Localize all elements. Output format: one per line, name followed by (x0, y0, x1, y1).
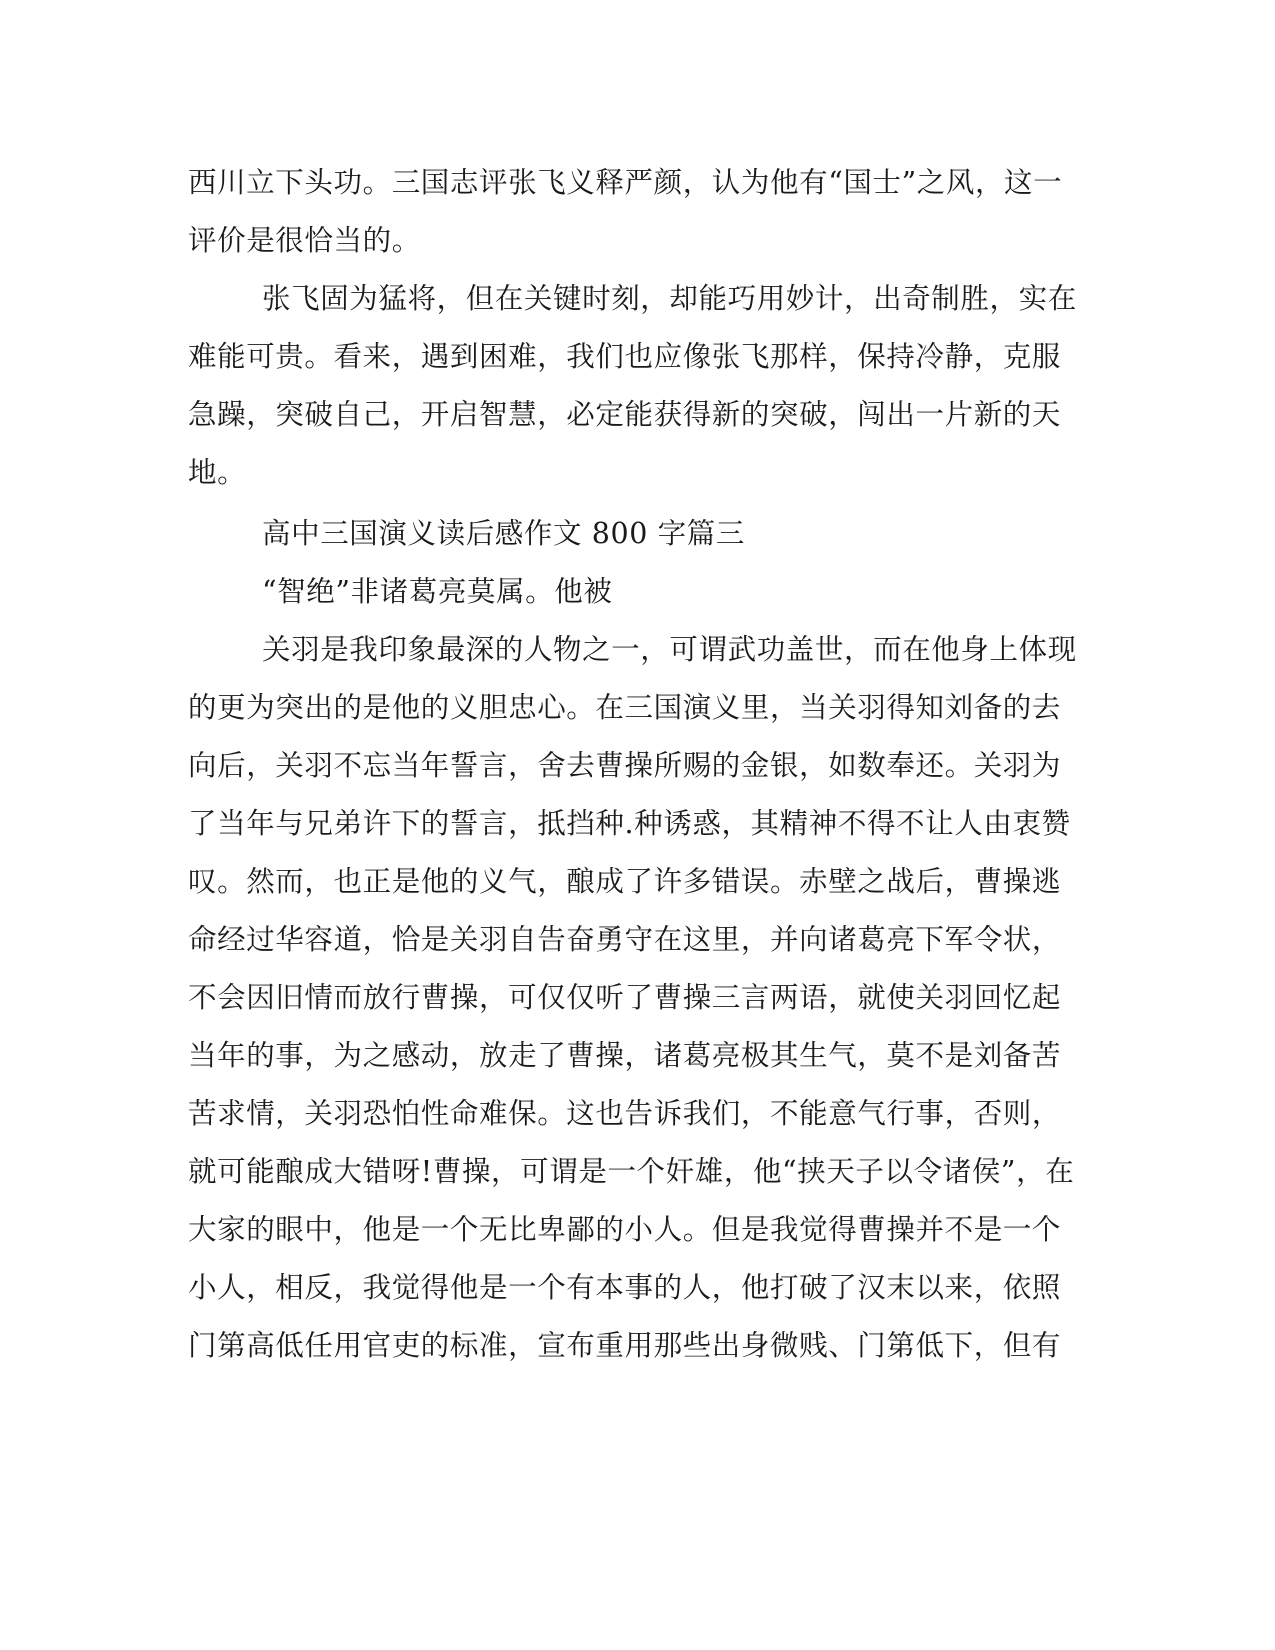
text-line: 了当年与兄弟许下的誓言，抵挡种.种诱惑，其精神不得不让人由衷赞 (188, 807, 1071, 840)
text-line: 向后，关羽不忘当年誓言，舍去曹操所赐的金银，如数奉还。关羽为 (188, 749, 1062, 782)
paragraph-start-line: 关羽是我印象最深的人物之一，可谓武功盖世，而在他身上体现 (262, 633, 1077, 666)
text-line: 苦求情，关羽恐怕性命难保。这也告诉我们，不能意气行事，否则， (188, 1097, 1062, 1130)
text-line: 大家的眼中，他是一个无比卑鄙的小人。但是我觉得曹操并不是一个 (188, 1213, 1062, 1246)
text-line: 命经过华容道，恰是关羽自告奋勇守在这里，并向诸葛亮下军令状， (188, 923, 1062, 956)
text-line: 叹。然而，也正是他的义气，酿成了许多错误。赤壁之战后，曹操逃 (188, 865, 1062, 898)
text-line: 不会因旧情而放行曹操，可仅仅听了曹操三言两语，就使关羽回忆起 (188, 981, 1062, 1014)
text-line: 小人，相反，我觉得他是一个有本事的人，他打破了汉末以来，依照 (188, 1271, 1062, 1304)
text-line: 西川立下头功。三国志评张飞义释严颜，认为他有“国士”之风，这一 (188, 166, 1063, 199)
paragraph-start-line: 张飞固为猛将，但在关键时刻，却能巧用妙计，出奇制胜，实在 (262, 282, 1077, 315)
text-line: 评价是很恰当的。 (188, 224, 421, 257)
text-line: 门第高低任用官吏的标准，宣布重用那些出身微贱、门第低下，但有 (188, 1329, 1062, 1362)
paragraph-start-line: “智绝”非诸葛亮莫属。他被 (262, 575, 613, 608)
text-line: 急躁，突破自己，开启智慧，必定能获得新的突破，闯出一片新的天 (188, 398, 1062, 431)
text-line: 当年的事，为之感动，放走了曹操，诸葛亮极其生气，莫不是刘备苦 (188, 1039, 1062, 1072)
text-line: 就可能酿成大错呀!曹操，可谓是一个奸雄，他“挟天子以令诸侯”，在 (188, 1155, 1075, 1188)
section-heading: 高中三国演义读后感作文 800 字篇三 (262, 517, 745, 550)
text-line: 的更为突出的是他的义胆忠心。在三国演义里，当关羽得知刘备的去 (188, 691, 1062, 724)
text-line: 地。 (188, 456, 247, 489)
text-line: 难能可贵。看来，遇到困难，我们也应像张飞那样，保持冷静，克服 (188, 340, 1062, 373)
